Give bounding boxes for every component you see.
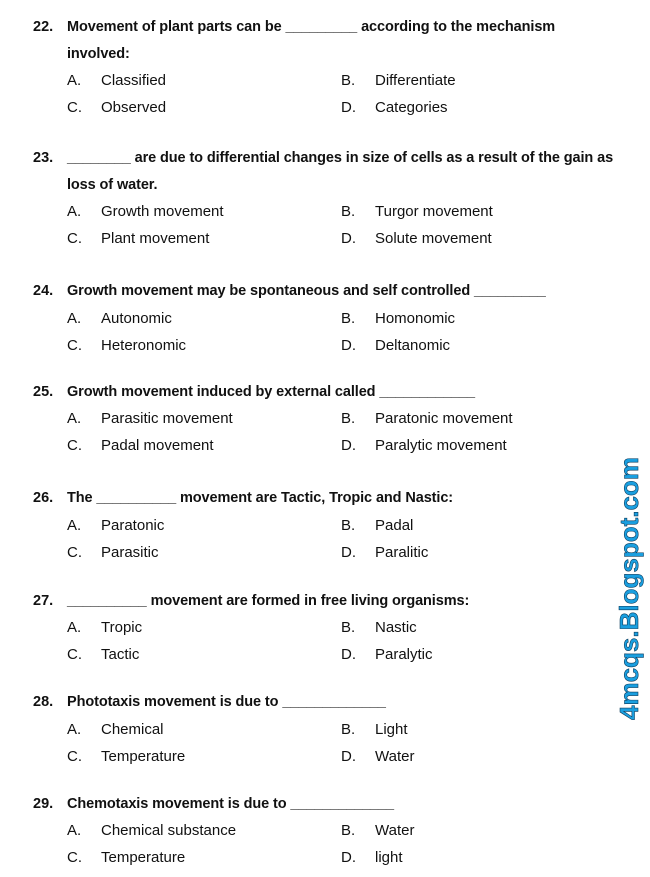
options (0, 817, 650, 871)
option-text: Paralytic movement (375, 437, 507, 454)
option-text: Temperature (101, 849, 186, 866)
option-letter: A. (67, 72, 82, 89)
mcq-document (0, 14, 650, 871)
option-row (0, 94, 650, 121)
option-letter: D. (341, 99, 356, 116)
question-number: 27. (33, 592, 54, 609)
option-text: Solute movement (375, 230, 492, 247)
question-stem (0, 588, 650, 615)
option-letter: B. (341, 720, 356, 738)
option-letter: C. (67, 747, 82, 765)
question-text: Movement of plant parts can be _________ according to the mechanism involved: (67, 19, 556, 62)
question-number: 26. (33, 490, 54, 506)
option-letter: B. (341, 619, 356, 636)
option-text: Differentiate (375, 72, 456, 89)
question-number: 24. (33, 283, 54, 299)
option-text: Categories (375, 99, 448, 116)
question-22 (0, 14, 650, 121)
option-text: Padal (375, 516, 414, 534)
question-text: Phototaxis movement is due to _____________ (67, 694, 386, 710)
option-text: light (375, 849, 403, 866)
option-letter: A. (67, 720, 82, 738)
option-text: Turgor movement (375, 203, 493, 220)
option-text: Water (375, 747, 415, 765)
option-text: Water (375, 822, 415, 839)
option-text: Autonomic (101, 309, 172, 327)
option-letter: C. (67, 849, 82, 866)
option-letter: D. (341, 230, 356, 247)
option-text: Classified (101, 72, 167, 89)
question-stem (0, 14, 650, 67)
option-letter: B. (341, 72, 356, 89)
question-27 (0, 588, 650, 669)
option-text: Deltanomic (375, 336, 451, 354)
option-row (0, 743, 650, 770)
question-29 (0, 791, 650, 872)
option-letter: B. (341, 516, 356, 534)
option-letter: A. (67, 619, 82, 636)
options (0, 405, 650, 459)
option-text: Tropic (101, 619, 143, 636)
options (0, 198, 650, 252)
option-letter: A. (67, 822, 82, 839)
option-letter: A. (67, 309, 82, 327)
option-text: Heteronomic (101, 336, 187, 354)
option-text: Nastic (375, 619, 417, 636)
option-text: Plant movement (101, 230, 210, 247)
question-stem (0, 791, 650, 818)
question-text: The __________ movement are Tactic, Tropic and Nastic: (67, 490, 454, 506)
question-28 (0, 689, 650, 770)
option-letter: D. (341, 849, 356, 866)
question-number: 29. (33, 795, 54, 812)
question-text: Chemotaxis movement is due to _____________ (67, 795, 394, 812)
options (0, 305, 650, 359)
option-row (0, 432, 650, 459)
question-stem (0, 689, 650, 716)
option-letter: B. (341, 822, 356, 839)
options (0, 614, 650, 668)
question-25 (0, 379, 650, 460)
question-stem (0, 278, 650, 305)
option-text: Homonomic (375, 309, 456, 327)
option-letter: D. (341, 336, 356, 354)
options (0, 716, 650, 770)
question-number: 23. (33, 150, 54, 166)
option-row (0, 716, 650, 743)
options (0, 67, 650, 121)
option-letter: C. (67, 437, 82, 454)
question-24 (0, 278, 650, 359)
option-row (0, 817, 650, 844)
watermark-text: 4mcqs.Blogspot.com (614, 457, 644, 720)
option-text: Observed (101, 99, 167, 116)
question-text: Growth movement induced by external called ____________ (67, 383, 475, 400)
question-26 (0, 485, 650, 566)
option-row (0, 512, 650, 539)
option-text: Parasitic (101, 543, 159, 561)
option-text: Light (375, 720, 408, 738)
option-row (0, 844, 650, 871)
option-row (0, 539, 650, 566)
question-number: 25. (33, 383, 54, 400)
option-row (0, 305, 650, 332)
option-letter: B. (341, 203, 356, 220)
option-text: Parasitic movement (101, 410, 233, 427)
option-letter: A. (67, 203, 82, 220)
question-stem (0, 485, 650, 512)
options (0, 512, 650, 566)
option-row (0, 67, 650, 94)
option-letter: C. (67, 336, 82, 354)
option-text: Chemical (101, 720, 164, 738)
option-text: Chemical substance (101, 822, 237, 839)
question-stem (0, 379, 650, 406)
question-stem (0, 145, 650, 198)
option-letter: D. (341, 543, 356, 561)
option-letter: C. (67, 543, 82, 561)
option-letter: C. (67, 99, 82, 116)
option-row (0, 641, 650, 668)
option-letter: D. (341, 437, 356, 454)
option-row (0, 332, 650, 359)
question-text: Growth movement may be spontaneous and self controlled _________ (67, 283, 546, 299)
option-letter: C. (67, 230, 82, 247)
option-letter: B. (341, 410, 356, 427)
option-text: Tactic (101, 646, 140, 663)
option-text: Paratonic (101, 516, 165, 534)
option-letter: D. (341, 747, 356, 765)
question-text: ________ are due to differential changes in size of cells as a result of the gain as loss of water. (67, 150, 614, 193)
option-text: Paralytic (375, 646, 433, 663)
option-text: Temperature (101, 747, 186, 765)
option-row (0, 614, 650, 641)
option-text: Growth movement (101, 203, 224, 220)
option-letter: A. (67, 410, 82, 427)
option-letter: B. (341, 309, 356, 327)
option-text: Padal movement (101, 437, 214, 454)
option-row (0, 225, 650, 252)
question-text: __________ movement are formed in free living organisms: (67, 592, 470, 609)
question-number: 22. (33, 19, 54, 35)
option-letter: C. (67, 646, 82, 663)
question-23 (0, 145, 650, 252)
option-text: Paratonic movement (375, 410, 513, 427)
question-number: 28. (33, 694, 54, 710)
option-row (0, 198, 650, 225)
option-letter: A. (67, 516, 82, 534)
option-text: Paralitic (375, 543, 429, 561)
option-letter: D. (341, 646, 356, 663)
option-row (0, 405, 650, 432)
